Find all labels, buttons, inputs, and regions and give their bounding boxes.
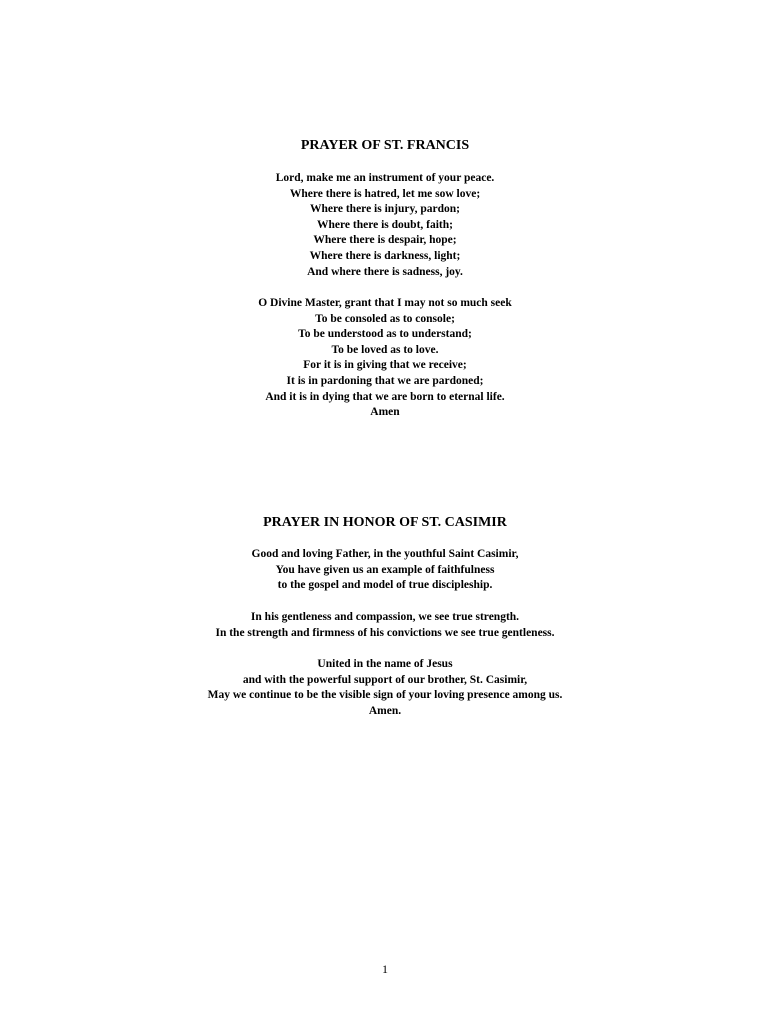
verse-line: Lord, make me an instrument of your peace. bbox=[275, 172, 495, 184]
verse-line: Where there is doubt, faith; bbox=[317, 218, 453, 231]
verse-line: O Divine Master, grant that I may not so much seek bbox=[258, 297, 512, 309]
prayer-casimir-stanza-1 bbox=[0, 547, 770, 594]
verse-line: In his gentleness and compassion, we see true strength. bbox=[250, 611, 520, 623]
verse-line: Amen. bbox=[368, 704, 402, 717]
verse-line: and with the powerful support of our brother, St. Casimir, bbox=[242, 673, 528, 686]
verse-line: And where there is sadness, joy. bbox=[307, 265, 463, 278]
verse-line: Where there is injury, pardon; bbox=[309, 203, 461, 216]
prayer-casimir-stanza-2 bbox=[0, 610, 770, 641]
verse-line: Where there is despair, hope; bbox=[313, 234, 457, 247]
page-number: 1 bbox=[382, 962, 388, 976]
prayer-francis-title: PRAYER OF ST. FRANCIS bbox=[300, 138, 470, 153]
verse-line: It is in pardoning that we are pardoned; bbox=[286, 374, 484, 387]
verse-line: United in the name of Jesus bbox=[317, 658, 453, 670]
verse-line: Where there is darkness, light; bbox=[309, 249, 461, 262]
verse-line: to the gospel and model of true discipleship. bbox=[277, 579, 493, 592]
verse-line: For it is in giving that we receive; bbox=[303, 359, 467, 372]
verse-line: May we continue to be the visible sign of your loving presence among us. bbox=[207, 689, 563, 702]
verse-line: Good and loving Father, in the youthful Saint Casimir, bbox=[251, 548, 519, 560]
verse-line: In the strength and firmness of his convictions we see true gentleness. bbox=[215, 626, 555, 639]
verse-line: Where there is hatred, let me sow love; bbox=[289, 187, 481, 200]
prayer-francis-stanza-2 bbox=[0, 296, 770, 421]
prayer-casimir-stanza-3 bbox=[0, 657, 770, 719]
verse-line: Amen bbox=[370, 406, 400, 419]
verse-line: To be understood as to understand; bbox=[298, 328, 472, 341]
verse-line: To be consoled as to console; bbox=[315, 312, 455, 325]
verse-line: And it is in dying that we are born to eternal life. bbox=[265, 390, 505, 403]
verse-line: You have given us an example of faithfulness bbox=[275, 563, 495, 576]
verse-line: To be loved as to love. bbox=[331, 343, 439, 356]
prayer-francis-stanza-1 bbox=[0, 171, 770, 280]
prayer-casimir-title: PRAYER IN HONOR OF ST. CASIMIR bbox=[263, 515, 507, 530]
